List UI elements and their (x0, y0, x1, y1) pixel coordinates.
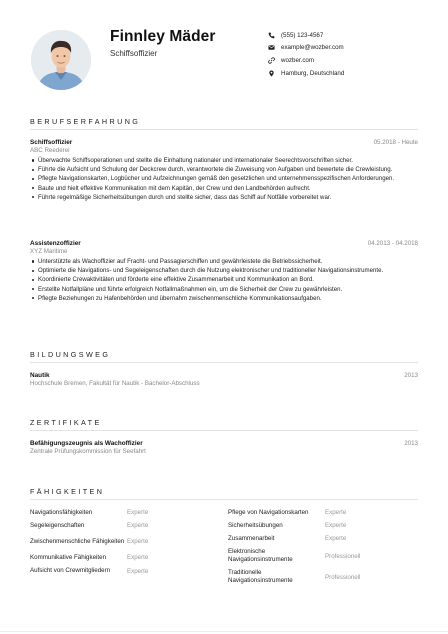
contact-phone (268, 29, 344, 42)
skill-name: Segeleigenschaften (30, 521, 85, 529)
skill-level: Experte (127, 509, 149, 517)
section-title-experience: BERUFSERFAHRUNG (30, 117, 141, 126)
contact-email-text[interactable]: example@wozber.com (281, 44, 344, 52)
experience-entry (30, 240, 418, 303)
experience-entry (30, 139, 418, 202)
candidate-role: Schiffsoffizier (110, 49, 158, 58)
list-item: Pflegte Beziehungen zu Hafenbehörden und übernahm zwischenmenschliche Kommunikationsaufgaben. (30, 294, 418, 303)
skill-level: Experte (325, 535, 347, 543)
contact-website-text[interactable]: wozber.com (281, 56, 315, 64)
bullet-list (30, 156, 418, 202)
skill-row (30, 506, 220, 519)
section-title-education: BILDUNGSWEG (30, 350, 111, 359)
skill-level: Professionell (325, 552, 361, 560)
skill-level: Experte (127, 554, 149, 562)
contact-location-text: Hamburg, Deutschland (281, 69, 345, 77)
job-title: Assistenzoffizier (30, 240, 81, 247)
skill-level: Professionell (325, 573, 361, 581)
certificate-title: Befähigungszeugnis als Wachoffizier (30, 440, 143, 447)
skill-level: Experte (127, 567, 149, 575)
skill-row (30, 565, 220, 578)
degree-title: Nautik (30, 372, 50, 379)
section-divider (30, 499, 418, 500)
email-icon (268, 44, 275, 51)
list-item: Überwachte Schiffsoperationen und stellte die Einhaltung nationaler und internationaler Seerechtsvorschriften sicher. (30, 156, 418, 165)
avatar (31, 30, 91, 90)
section-divider (30, 362, 418, 363)
skill-row (228, 519, 418, 532)
list-item: Optimierte die Navigations- und Segeleigenschaften durch die Nutzung elektronischer und traditioneller Navigationsinstrumente. (30, 266, 418, 275)
section-title-certificates: ZERTIFIKATE (30, 418, 102, 427)
contact-email[interactable] (268, 42, 344, 55)
page-bottom-divider (0, 631, 448, 632)
location-pin-icon (268, 70, 275, 77)
company-name: ABC Reederei (30, 147, 70, 155)
certificate-year: 2013 (404, 440, 418, 447)
list-item: Erstellte Notfallpläne und führte erfolgreich Notfallmaßnahmen ein, um die Sicherheit der Crew zu gewährleisten. (30, 285, 418, 294)
skill-level: Experte (127, 538, 149, 546)
skills-column-right (228, 506, 418, 588)
job-title: Schiffsoffizier (30, 139, 73, 146)
job-dates: 05.2018 - Heute (373, 139, 418, 146)
certificate-entry (30, 440, 418, 455)
contact-list (268, 29, 344, 79)
bullet-list (30, 257, 418, 303)
skill-level: Experte (325, 522, 347, 530)
education-entry (30, 372, 418, 387)
section-divider (30, 129, 418, 130)
link-icon (268, 57, 275, 64)
skill-name: Aufsicht von Crewmitgliedern (30, 567, 111, 575)
skill-row (228, 546, 418, 567)
skill-row (30, 551, 220, 564)
skills-grid (30, 506, 418, 588)
skill-name: Elektronische Navigationsinstrumente (228, 548, 293, 564)
list-item: Koordinierte Crewaktivitäten und förderte eine effektive Zusammenarbeit und Kommunikation an Bord. (30, 275, 418, 284)
certificate-issuer: Zentrale Prüfungskommission für Seefahrt (30, 448, 146, 456)
contact-phone-text: (555) 123-4567 (281, 31, 324, 39)
list-item: Pflegte Navigationskarten, Logbücher und Aufzeichnungen gemäß den gesetzlichen und unternehmensspezifischen Anforderungen. (30, 174, 418, 183)
list-item: Baute und hielt effektive Kommunikation mit dem Kapitän, der Crew und den Landbehörden aufrecht. (30, 184, 418, 193)
contact-location (268, 67, 344, 80)
education-year: 2013 (404, 372, 418, 379)
job-dates: 04.2013 - 04.2018 (367, 240, 418, 247)
phone-icon (268, 32, 275, 39)
list-item: Führte die Aufsicht und Schulung der Deckcrew durch, verantwortete die Zuweisung von Aufgaben und bewertete die Crewleistung. (30, 165, 418, 174)
list-item: Unterstützte als Wachoffizier auf Fracht- und Passagierschiffen und gewährleistete die Betriebssicherheit. (30, 257, 418, 266)
skill-row (30, 519, 220, 532)
skill-row (228, 532, 418, 545)
contact-website[interactable] (268, 54, 344, 67)
skills-column-left (30, 506, 220, 588)
company-name: XYZ Maritime (30, 248, 68, 256)
education-details: Hochschule Bremen, Fakultät für Nautik - Bachelor-Abschluss (30, 380, 200, 388)
skill-name: Traditionelle Navigationsinstrumente (228, 569, 293, 585)
skill-name: Navigationsfähigkeiten (30, 508, 93, 516)
skill-name: Sicherheitsübungen (228, 521, 283, 529)
list-item: Führte regelmäßige Sicherheitsübungen durch und stellte sicher, dass das Schiff auf Notfälle vorbereitet war. (30, 193, 418, 202)
skill-level: Experte (325, 509, 347, 517)
skill-name: Zwischenmenschliche Fähigkeiten (30, 538, 125, 545)
skill-row (228, 567, 418, 588)
skill-row (228, 506, 418, 519)
section-divider (30, 430, 418, 431)
skill-row (30, 532, 220, 551)
candidate-name: Finnley Mäder (110, 28, 216, 45)
skill-name: Zusammenarbeit (228, 535, 275, 543)
skill-name: Kommunikative Fähigkeiten (30, 554, 107, 562)
skill-name: Pflege von Navigationskarten (228, 508, 309, 516)
section-title-skills: FÄHIGKEITEN (30, 487, 105, 496)
skill-level: Experte (127, 522, 149, 530)
resume-header (0, 0, 448, 112)
